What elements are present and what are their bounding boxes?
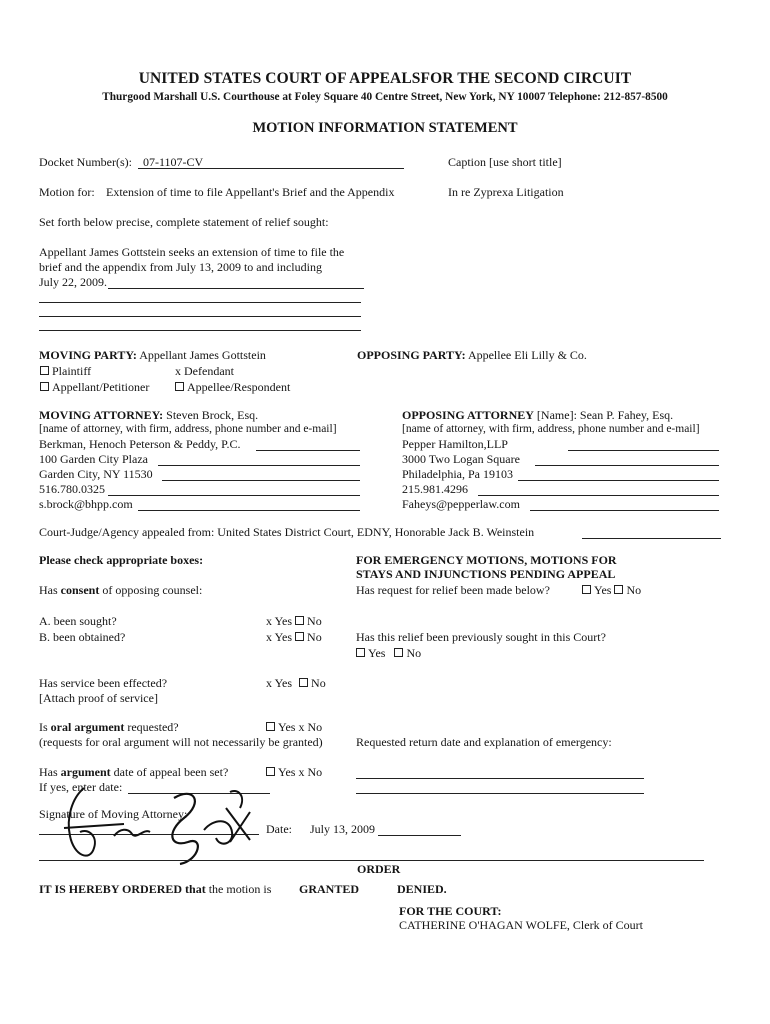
moving-attorney <box>39 408 258 423</box>
court-address: Thurgood Marshall U.S. Courthouse at Foley Square 40 Centre Street, New York, NY 10007 Telephone: 212-857-8500 <box>102 91 668 103</box>
consent-a-options[interactable] <box>266 614 322 629</box>
relief-label: Set forth below precise, complete statement of relief sought: <box>39 215 329 229</box>
opposing-party-value[interactable]: Appellee Eli Lilly & Co. <box>467 348 587 362</box>
appellant-checkbox[interactable] <box>40 382 49 391</box>
service-label: Has service been effected? <box>39 676 168 690</box>
consent-bold: consent <box>60 583 100 597</box>
court-appealed-line <box>582 538 721 539</box>
order-divider <box>39 860 704 861</box>
appellee-option[interactable] <box>175 380 290 395</box>
emergency-heading-1: FOR EMERGENCY MOTIONS, MOTIONS FOR <box>356 553 617 567</box>
date-label: Date: <box>266 822 292 836</box>
relief-blank-line-1 <box>39 302 361 303</box>
opposing-attorney-phone[interactable]: 215.981.4296 <box>402 482 468 496</box>
relief-line-1[interactable]: Appellant James Gottstein seeks an extension of time to file the <box>39 245 345 259</box>
opposing-attorney <box>402 408 673 423</box>
date-line <box>378 835 461 836</box>
service-note: [Attach proof of service] <box>39 691 158 705</box>
motion-value[interactable]: Extension of time to file Appellant's Brief and the Appendix <box>106 185 395 199</box>
granted-option[interactable]: GRANTED <box>299 882 360 896</box>
oral-note: (requests for oral argument will not necessarily be granted) <box>39 735 323 749</box>
checks-heading: Please check appropriate boxes: <box>39 553 204 567</box>
argument-no-mark[interactable]: x <box>298 765 305 779</box>
moving-attorney-phone-line <box>108 495 360 496</box>
oral-post: requested? <box>124 720 179 734</box>
argument-yes-label: Yes <box>278 765 296 779</box>
moving-attorney-email[interactable]: s.brock@bhpp.com <box>39 497 133 511</box>
appellee-label: Appellee/Respondent <box>187 380 291 394</box>
q2-options[interactable] <box>356 646 421 661</box>
q2-no-label: No <box>406 646 422 660</box>
oral-yes-label: Yes <box>278 720 296 734</box>
oral-options[interactable] <box>266 720 322 735</box>
relief-blank-line-3 <box>39 330 361 331</box>
docket-line <box>138 168 404 169</box>
emergency-q3: Requested return date and explanation of emergency: <box>356 735 612 749</box>
caption-label: Caption [use short title] <box>448 155 562 169</box>
consent-b-no-checkbox[interactable] <box>295 632 304 641</box>
order-heading: ORDER <box>357 862 401 876</box>
denied-option[interactable]: DENIED. <box>397 882 447 896</box>
moving-attorney-city[interactable]: Garden City, NY 11530 <box>39 467 153 481</box>
for-the-court: FOR THE COURT: <box>399 904 502 918</box>
moving-attorney-firm[interactable]: Berkman, Henoch Peterson & Peddy, P.C. <box>39 437 241 451</box>
opposing-attorney-street-line <box>535 465 719 466</box>
moving-attorney-label: MOVING ATTORNEY: <box>39 408 164 422</box>
q2-yes-label: Yes <box>368 646 386 660</box>
emergency-q2: Has this relief been previously sought in this Court? <box>356 630 606 644</box>
argument-enter-date: If yes, enter date: <box>39 780 123 794</box>
relief-line-2[interactable]: brief and the appendix from July 13, 2009 to and including <box>39 260 322 274</box>
moving-attorney-firm-line <box>256 450 360 451</box>
moving-party-value[interactable]: Appellant James Gottstein <box>139 348 266 362</box>
plaintiff-label: Plaintiff <box>52 364 92 378</box>
order-bold: IT IS HEREBY ORDERED that <box>39 882 206 896</box>
court-appealed-label: Court-Judge/Agency appealed from: <box>39 525 215 539</box>
signature-icon <box>54 778 274 870</box>
relief-line-3[interactable]: July 22, 2009. <box>39 275 108 289</box>
opposing-attorney-label: OPPOSING ATTORNEY <box>402 408 534 422</box>
consent-a-no-checkbox[interactable] <box>295 616 304 625</box>
oral-pre: Is <box>39 720 51 734</box>
consent-pre: Has <box>39 583 61 597</box>
opposing-party-label: OPPOSING PARTY: <box>357 348 466 362</box>
q2-no-checkbox[interactable] <box>394 648 403 657</box>
docket-label: Docket Number(s): <box>39 155 132 169</box>
appellant-option[interactable] <box>40 380 149 395</box>
relief-fill-line <box>108 288 364 289</box>
q2-yes-checkbox[interactable] <box>356 648 365 657</box>
moving-attorney-phone[interactable]: 516.780.0325 <box>39 482 105 496</box>
caption-value[interactable]: In re Zyprexa Litigation <box>448 185 564 199</box>
opposing-attorney-phone-line <box>478 495 719 496</box>
appellee-checkbox[interactable] <box>175 382 184 391</box>
opposing-attorney-name[interactable]: Sean P. Fahey, Esq. <box>579 408 674 422</box>
consent-a-no-label: No <box>307 614 322 628</box>
consent-b-yes-mark[interactable]: x <box>266 630 272 644</box>
defendant-mark[interactable]: x <box>175 364 181 378</box>
plaintiff-option[interactable] <box>40 364 91 379</box>
oral-bold: oral argument <box>50 720 125 734</box>
consent-a-yes-label: Yes <box>274 614 293 628</box>
opposing-attorney-email-line <box>530 510 719 511</box>
oral-yes-checkbox[interactable] <box>266 722 275 731</box>
opposing-attorney-email[interactable]: Faheys@pepperlaw.com <box>402 497 520 511</box>
service-yes-mark[interactable]: x <box>266 676 272 690</box>
court-appealed <box>39 525 534 540</box>
opposing-attorney-firm-line <box>568 450 719 451</box>
consent-post: of opposing counsel: <box>99 583 203 597</box>
oral-no-label: No <box>307 720 323 734</box>
opposing-attorney-firm[interactable]: Pepper Hamilton,LLP <box>402 437 508 451</box>
consent-a-label: A. been sought? <box>39 614 117 628</box>
opposing-attorney-city[interactable]: Philadelphia, Pa 19103 <box>402 467 513 481</box>
opposing-attorney-city-line <box>518 480 719 481</box>
q1-yes-checkbox[interactable] <box>582 585 591 594</box>
service-no-label: No <box>311 676 326 690</box>
moving-party-label: MOVING PARTY: <box>39 348 137 362</box>
docket-value[interactable]: 07-1107-CV <box>143 155 204 169</box>
oral-no-mark[interactable]: x <box>298 720 305 734</box>
consent-b-options[interactable] <box>266 630 322 645</box>
opposing-attorney-hint: [name of attorney, with firm, address, phone number and e-mail] <box>402 423 700 435</box>
defendant-label: Defendant <box>184 364 234 378</box>
emergency-q1: Has request for relief been made below? <box>356 583 550 597</box>
form-title: MOTION INFORMATION STATEMENT <box>252 120 518 136</box>
consent-b-yes-label: Yes <box>274 630 293 644</box>
court-name: UNITED STATES COURT OF APPEALSFOR THE SECOND CIRCUIT <box>138 70 632 87</box>
service-options[interactable] <box>266 676 326 691</box>
signature-label: Signature of Moving Attorney: <box>39 807 188 821</box>
clerk-of-court: CATHERINE O'HAGAN WOLFE, Clerk of Court <box>399 918 643 932</box>
order-statement <box>39 882 271 897</box>
service-no-checkbox[interactable] <box>299 678 308 687</box>
moving-party <box>39 348 266 363</box>
q1-no-label: No <box>626 583 642 597</box>
emergency-line-2[interactable] <box>356 793 644 794</box>
moving-attorney-email-line <box>138 510 360 511</box>
consent-a-yes-mark[interactable]: x <box>266 614 272 628</box>
argument-pre: Has <box>39 765 61 779</box>
q1-yes-label: Yes <box>594 583 612 597</box>
consent-label <box>39 583 202 598</box>
relief-blank-line-2 <box>39 316 361 317</box>
court-appealed-value[interactable]: United States District Court, EDNY, Honorable Jack B. Weinstein <box>217 525 535 539</box>
plaintiff-checkbox[interactable] <box>40 366 49 375</box>
argument-bold: argument <box>60 765 111 779</box>
opposing-attorney-name-label: [Name]: <box>536 408 577 422</box>
argument-no-label: No <box>307 765 323 779</box>
opposing-party <box>357 348 587 363</box>
argument-yes-checkbox[interactable] <box>266 767 275 776</box>
service-yes-label: Yes <box>274 676 293 690</box>
moving-attorney-city-line <box>162 480 360 481</box>
date-value[interactable]: July 13, 2009 <box>310 822 376 836</box>
appellant-label: Appellant/Petitioner <box>52 380 150 394</box>
moving-attorney-hint: [name of attorney, with firm, address, phone number and e-mail] <box>39 423 337 435</box>
moving-attorney-street[interactable]: 100 Garden City Plaza <box>39 452 148 466</box>
motion-label: Motion for: <box>39 185 95 199</box>
q1-no-checkbox[interactable] <box>614 585 623 594</box>
opposing-attorney-street[interactable]: 3000 Two Logan Square <box>402 452 520 466</box>
consent-b-no-label: No <box>307 630 322 644</box>
oral-label <box>39 720 179 735</box>
consent-b-label: B. been obtained? <box>39 630 126 644</box>
emergency-heading-2: STAYS AND INJUNCTIONS PENDING APPEAL <box>356 567 616 581</box>
argument-options[interactable] <box>266 765 322 780</box>
q1-options[interactable] <box>582 583 641 598</box>
moving-attorney-street-line <box>158 465 360 466</box>
defendant-option[interactable] <box>175 364 234 379</box>
moving-attorney-name[interactable]: Steven Brock, Esq. <box>166 408 259 422</box>
argument-post: date of appeal been set? <box>110 765 229 779</box>
order-text: the motion is <box>208 882 272 896</box>
emergency-line-1[interactable] <box>356 778 644 779</box>
